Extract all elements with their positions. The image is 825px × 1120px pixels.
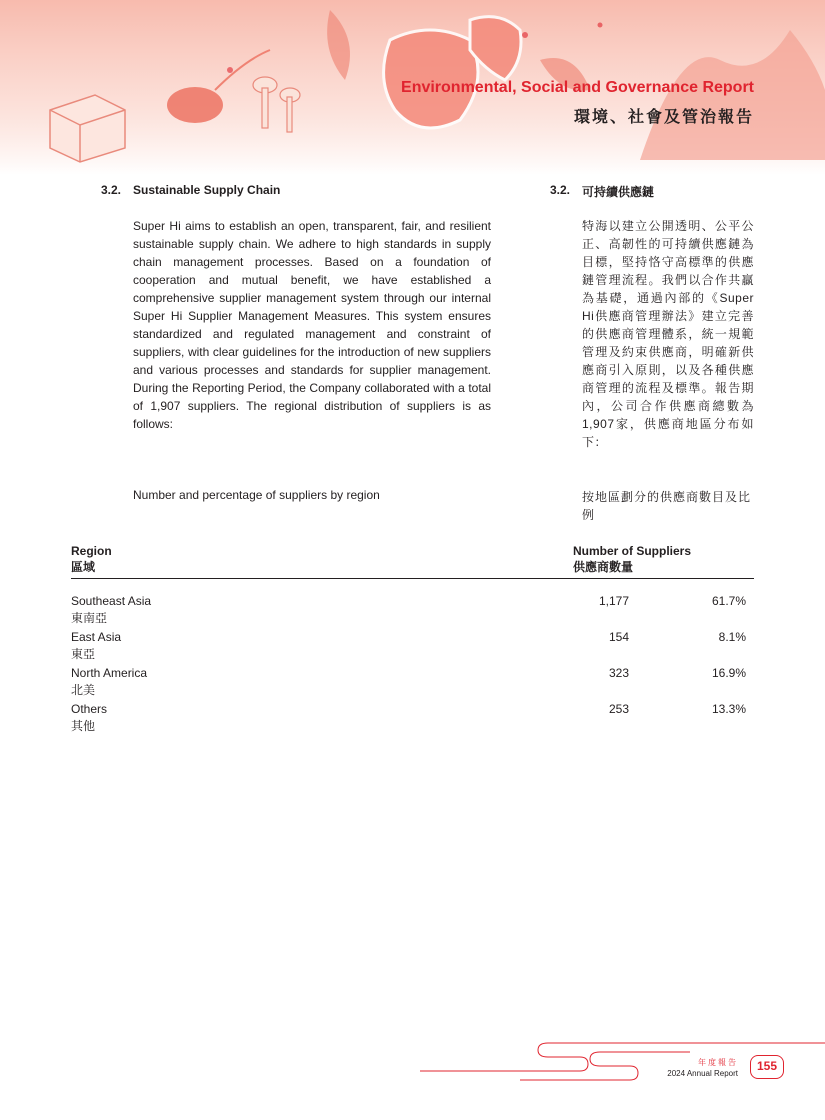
supplier-percent: 13.3% bbox=[711, 702, 746, 716]
section-title-en: Sustainable Supply Chain bbox=[133, 183, 281, 197]
body-paragraph-zh: 特海以建立公開透明、公平公正、高韌性的可持續供應鏈為目標，堅持恪守高標準的供應鏈管理流程。我們以合作共贏為基礎，通過內部的《Super Hi供應商管理辦法》建立完善的供應商管理體系，統一規範管理及約束供應商，明確新供應商引入原則，以及各種供應商管理的流程及標準。報告期內，公司合作供應商總數為1,907家，供應商地區分布如下： bbox=[582, 219, 754, 449]
section-number-zh: 3.2. bbox=[550, 183, 571, 197]
table-header-count-zh: 供應商數量 bbox=[573, 560, 634, 574]
supplier-count: 323 bbox=[608, 666, 629, 680]
supplier-percent: 16.9% bbox=[711, 666, 746, 680]
table-cell-region bbox=[71, 593, 151, 627]
table-cell-region bbox=[71, 701, 107, 735]
supplier-percent: 8.1% bbox=[718, 630, 746, 644]
table-caption-zh: 按地區劃分的供應商數目及比例 bbox=[582, 490, 752, 522]
body-paragraph-en: Super Hi aims to establish an open, transparent, fair, and resilient sustainable supply chain. We adhere to high standards in supply chain management processes. Based on a foundation of cooperation and mutual benefit, we have established a comprehensive supplier management system through our internal Super Hi Supplier Management Measures. This system ensures standardized and regulated management and constraint of suppliers, with clear guidelines for the introduction of new suppliers and various processes and standards for supplier management. During the Reporting Period, the Company collaborated with a total of 1,907 suppliers. The regional distribution of suppliers is as follows: bbox=[133, 219, 491, 431]
table-header-region-zh: 區域 bbox=[71, 560, 96, 574]
table-cell-region bbox=[71, 629, 121, 663]
page-number: 155 bbox=[750, 1055, 784, 1079]
footer-label-zh: 年度報告 bbox=[698, 1058, 738, 1067]
table-cell-region bbox=[71, 665, 147, 699]
section-title-zh: 可持續供應鏈 bbox=[582, 185, 655, 199]
table-header-rule bbox=[71, 578, 754, 579]
region-name-zh: 東亞 bbox=[71, 647, 96, 661]
region-name-en: Others bbox=[71, 702, 108, 716]
table-row bbox=[71, 665, 754, 701]
table-header-region bbox=[71, 543, 112, 575]
supplier-percent: 61.7% bbox=[711, 594, 746, 608]
region-name-en: North America bbox=[71, 666, 148, 680]
supplier-count: 1,177 bbox=[598, 594, 629, 608]
table-caption-en: Number and percentage of suppliers by region bbox=[133, 488, 380, 502]
report-title-zh: 環境、社會及管治報告 bbox=[573, 109, 754, 126]
region-name-en: Southeast Asia bbox=[71, 594, 152, 608]
region-name-en: East Asia bbox=[71, 630, 122, 644]
table-header-count-en: Number of Suppliers bbox=[573, 544, 692, 558]
table-row bbox=[71, 593, 754, 629]
region-name-zh: 東南亞 bbox=[71, 611, 108, 625]
section-number-en: 3.2. bbox=[101, 183, 122, 197]
supplier-count: 253 bbox=[608, 702, 629, 716]
supplier-count: 154 bbox=[608, 630, 629, 644]
table-header-region-en: Region bbox=[71, 544, 112, 558]
footer-label-en: 2024 Annual Report bbox=[667, 1069, 738, 1078]
region-name-zh: 北美 bbox=[71, 683, 96, 697]
report-title-en: Environmental, Social and Governance Report bbox=[401, 79, 754, 96]
table-row bbox=[71, 701, 754, 737]
table-row bbox=[71, 629, 754, 665]
region-name-zh: 其他 bbox=[71, 719, 96, 733]
